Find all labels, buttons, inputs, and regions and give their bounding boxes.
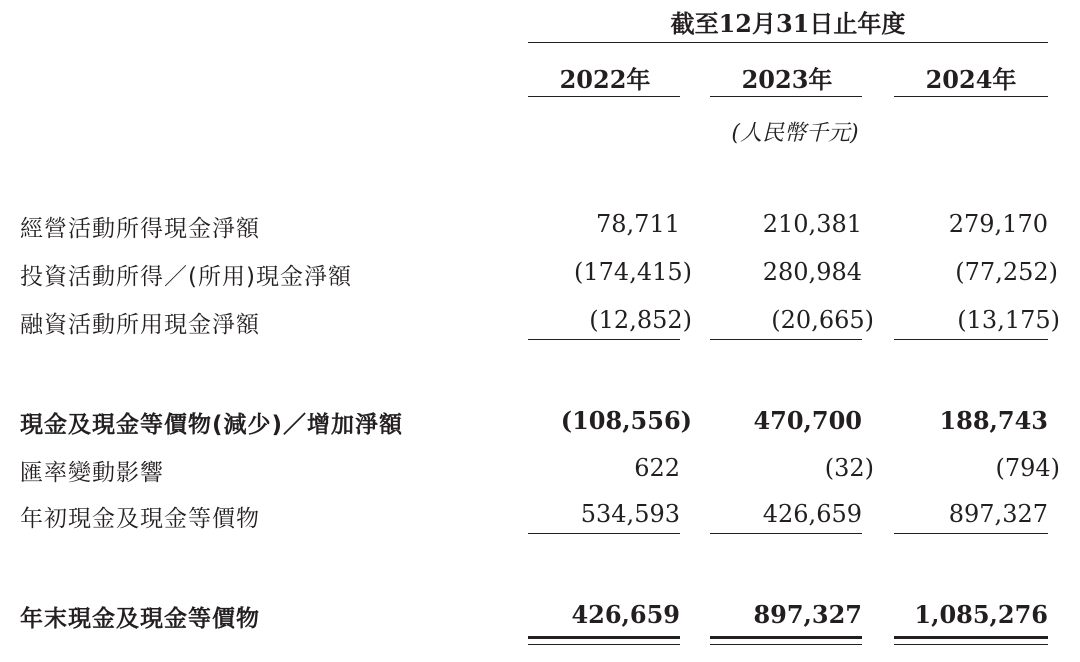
cell-net-change-2024: 188,743 [939,406,1048,435]
cell-operating-2022: 78,711 [596,210,680,238]
row-label-closing-cash: 年末現金及現金等價物 [20,606,260,632]
subtotal-rule-2024 [894,339,1048,340]
cell-investing-2023: 280,984 [762,258,862,286]
double-rule-bottom-2022 [528,644,680,645]
year-header-2023: 2023年 [741,65,833,94]
cell-opening-cash-2024: 897,327 [948,500,1048,528]
period-underline [528,42,1048,43]
double-rule-bottom-2023 [710,644,862,645]
cell-fx-effect-2022: 622 [634,454,680,482]
row-label-financing: 融資活動所用現金淨額 [20,312,260,338]
row-label-opening-cash: 年初現金及現金等價物 [20,506,260,532]
row-label-net-change: 現金及現金等價物(減少)／增加淨額 [20,412,404,438]
double-rule-top-2022 [528,636,680,639]
total-rule-2022 [528,533,680,534]
year-header-2022: 2022年 [559,65,651,94]
cell-net-change-2023: 470,700 [753,406,862,435]
double-rule-top-2023 [710,636,862,639]
row-label-investing: 投資活動所得／(所用)現金淨額 [20,264,352,290]
cell-closing-cash-2023: 897,327 [753,600,862,629]
cell-opening-cash-2023: 426,659 [762,500,862,528]
year-underline-2024 [894,96,1048,97]
total-rule-2023 [710,533,862,534]
cell-financing-2023: (20,665) [771,306,874,334]
cell-fx-effect-2024: (794) [995,454,1060,482]
row-label-operating: 經營活動所得現金淨額 [20,216,260,242]
cell-opening-cash-2022: 534,593 [580,500,680,528]
period-heading: 截至12月31日止年度 [670,9,906,38]
cell-closing-cash-2022: 426,659 [571,600,680,629]
double-rule-bottom-2024 [894,644,1048,645]
cell-investing-2022: (174,415) [574,258,692,286]
row-label-fx-effect: 匯率變動影響 [20,460,164,486]
cell-operating-2023: 210,381 [762,210,862,238]
currency-unit: (人民幣千元) [731,121,859,146]
year-underline-2023 [710,96,862,97]
cell-investing-2024: (77,252) [955,258,1058,286]
cell-financing-2022: (12,852) [589,306,692,334]
subtotal-rule-2023 [710,339,862,340]
cell-financing-2024: (13,175) [957,306,1060,334]
subtotal-rule-2022 [528,339,680,340]
double-rule-top-2024 [894,636,1048,639]
year-header-2024: 2024年 [925,65,1017,94]
year-underline-2022 [528,96,680,97]
cell-net-change-2022: (108,556) [560,406,692,435]
cell-closing-cash-2024: 1,085,276 [914,600,1048,629]
cell-operating-2024: 279,170 [948,210,1048,238]
total-rule-2024 [894,533,1048,534]
cell-fx-effect-2023: (32) [824,454,874,482]
